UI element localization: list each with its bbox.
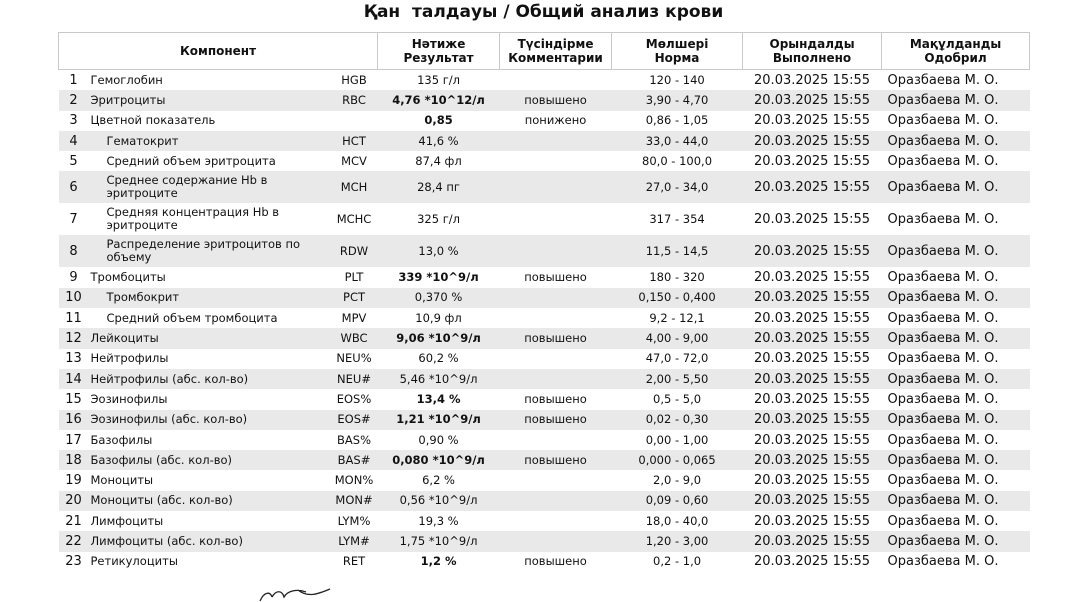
norm-range: 27,0 - 34,0: [612, 171, 743, 203]
result-value: 60,2 %: [418, 351, 459, 366]
row-number: 19: [65, 473, 82, 489]
row-number: 12: [59, 328, 89, 348]
result-value: 9,06 *10^9/л: [378, 328, 500, 348]
component-code: RDW: [331, 235, 378, 267]
header-comment-line1: Түсіндірме: [517, 37, 594, 51]
row-number: 22: [59, 531, 89, 551]
component-name: Лейкоциты: [89, 328, 331, 348]
row-number: 2: [59, 90, 89, 110]
table-row: [59, 369, 1030, 389]
done-datetime: 20.03.2025 15:55: [743, 171, 882, 203]
approver-name: Оразбаева М. О.: [887, 513, 999, 529]
result-value: 87,4 фл: [415, 153, 462, 168]
done-datetime: 20.03.2025 15:55: [743, 328, 882, 348]
component-code: MCH: [331, 171, 378, 203]
row-number: 5: [69, 153, 78, 169]
norm-range: 0,2 - 1,0: [653, 554, 702, 569]
header-done-line2: Выполнено: [772, 51, 852, 65]
approver-name: Оразбаева М. О.: [887, 473, 999, 489]
table-row: [59, 552, 1030, 572]
component-name: Цветной показатель: [90, 113, 216, 128]
norm-range: 0,02 - 0,30: [612, 410, 743, 430]
approver-name: Оразбаева М. О.: [882, 450, 1030, 470]
table-row: [59, 308, 1030, 328]
norm-range: 0,09 - 0,60: [612, 491, 743, 511]
component-name: Нейтрофилы: [90, 351, 169, 366]
result-value: 4,76 *10^12/л: [378, 90, 500, 110]
done-datetime: 20.03.2025 15:55: [754, 351, 871, 367]
header-result: [378, 33, 500, 70]
table-row: [59, 410, 1030, 430]
row-number: 11: [65, 310, 82, 326]
norm-range: 2,0 - 9,0: [653, 473, 702, 488]
results-table: [58, 32, 1030, 572]
component-name: Эозинофилы: [90, 391, 168, 406]
component-code: MPV: [341, 310, 367, 325]
component-code: MCHC: [336, 211, 372, 226]
comment-value: повышено: [500, 90, 612, 110]
component-name: Распределение эритроцитов по объему: [89, 235, 331, 267]
done-datetime: 20.03.2025 15:55: [754, 153, 871, 169]
table-row: [59, 171, 1030, 203]
component-code: MCV: [341, 153, 367, 168]
header-comment-line2: Комментарии: [508, 51, 603, 65]
comment-value: повышено: [500, 450, 612, 470]
header-norm: [612, 33, 743, 70]
table-row: [59, 328, 1030, 348]
done-datetime: 20.03.2025 15:55: [754, 72, 871, 88]
component-name: Лимфоциты: [90, 513, 164, 528]
component-code: RBC: [331, 90, 378, 110]
component-name: Средний объем тромбоцита: [106, 310, 278, 325]
comment-value: [500, 151, 612, 171]
component-name: Гемоглобин: [90, 72, 163, 87]
component-code: PCT: [331, 288, 378, 308]
result-value: 6,2 %: [422, 473, 455, 488]
done-datetime: 20.03.2025 15:55: [743, 235, 882, 267]
row-number: 1: [69, 72, 78, 88]
norm-range: 180 - 320: [649, 270, 705, 285]
norm-range: 18,0 - 40,0: [645, 513, 709, 528]
component-code: HCT: [331, 131, 378, 151]
component-code: BAS#: [331, 450, 378, 470]
done-datetime: 20.03.2025 15:55: [754, 473, 871, 489]
result-value: 325 г/л: [417, 211, 460, 226]
component-name: Нейтрофилы (абс. кол-во): [89, 369, 331, 389]
result-value: 5,46 *10^9/л: [378, 369, 500, 389]
result-value: 28,4 пг: [378, 171, 500, 203]
header-result-line2: Результат: [403, 51, 474, 65]
component-name: Базофилы: [90, 432, 153, 447]
done-datetime: 20.03.2025 15:55: [743, 90, 882, 110]
component-code: [331, 111, 378, 131]
table-row: [59, 111, 1030, 131]
approver-name: Оразбаева М. О.: [882, 288, 1030, 308]
component-code: PLT: [344, 270, 364, 285]
comment-value: повышено: [500, 328, 612, 348]
component-code: WBC: [331, 328, 378, 348]
result-value: 19,3 %: [418, 513, 459, 528]
row-number: 23: [65, 554, 82, 570]
norm-range: 4,00 - 9,00: [612, 328, 743, 348]
header-done-line1: Орындалды: [769, 37, 855, 51]
table-row: [59, 267, 1030, 287]
header-approved-line2: Одобрил: [924, 51, 987, 65]
norm-range: 11,5 - 14,5: [612, 235, 743, 267]
approver-name: Оразбаева М. О.: [887, 310, 999, 326]
row-number: 4: [59, 131, 89, 151]
header-done: [743, 33, 882, 70]
table-row: [59, 151, 1030, 171]
component-name: Среднее содержание Hb в эритроците: [89, 171, 331, 203]
component-code: RET: [342, 554, 366, 569]
done-datetime: 20.03.2025 15:55: [743, 288, 882, 308]
result-value: 339 *10^9/л: [398, 270, 479, 285]
table-row: [59, 430, 1030, 450]
norm-range: 0,5 - 5,0: [653, 391, 702, 406]
comment-value: [500, 203, 612, 235]
comment-value: повышено: [524, 391, 587, 406]
table-row: [59, 235, 1030, 267]
component-code: NEU%: [336, 351, 372, 366]
header-comment: [500, 33, 612, 70]
comment-value: повышено: [524, 270, 587, 285]
row-number: 7: [69, 211, 78, 227]
table-row: [59, 131, 1030, 151]
row-number: 17: [65, 432, 82, 448]
result-value: 1,2 %: [420, 554, 457, 569]
approver-name: Оразбаева М. О.: [887, 153, 999, 169]
row-number: 20: [59, 491, 89, 511]
approver-name: Оразбаева М. О.: [882, 410, 1030, 430]
comment-value: [500, 70, 612, 91]
done-datetime: 20.03.2025 15:55: [754, 211, 871, 227]
done-datetime: 20.03.2025 15:55: [754, 432, 871, 448]
approver-name: Оразбаева М. О.: [882, 131, 1030, 151]
result-value: 13,4 %: [416, 391, 461, 406]
component-name: Лимфоциты (абс. кол-во): [89, 531, 331, 551]
norm-range: 0,86 - 1,05: [645, 113, 709, 128]
done-datetime: 20.03.2025 15:55: [743, 450, 882, 470]
component-name: Эозинофилы (абс. кол-во): [89, 410, 331, 430]
header-approved-line1: Мақұлданды: [909, 37, 1002, 51]
comment-value: [500, 308, 612, 328]
comment-value: [500, 511, 612, 531]
component-code: NEU#: [331, 369, 378, 389]
table-row: [59, 288, 1030, 308]
component-name: Ретикулоциты: [90, 554, 178, 569]
row-number: 6: [59, 171, 89, 203]
row-number: 16: [59, 410, 89, 430]
result-value: 0,080 *10^9/л: [378, 450, 500, 470]
row-number: 21: [65, 513, 82, 529]
component-name: Средний объем эритроцита: [106, 153, 276, 168]
comment-value: повышено: [524, 554, 587, 569]
approver-name: Оразбаева М. О.: [887, 391, 999, 407]
table-row: [59, 450, 1030, 470]
approver-name: Оразбаева М. О.: [887, 270, 999, 286]
component-name: Средняя концентрация Hb в эритроците: [106, 205, 280, 233]
header-norm-line1: Мөлшері: [645, 37, 709, 51]
table-row: [59, 70, 1030, 91]
approver-name: Оразбаева М. О.: [887, 211, 999, 227]
approver-name: Оразбаева М. О.: [882, 491, 1030, 511]
header-component: Компонент: [59, 33, 378, 70]
approver-name: Оразбаева М. О.: [882, 171, 1030, 203]
norm-range: 0,00 - 1,00: [645, 432, 709, 447]
component-name: Гематокрит: [89, 131, 331, 151]
component-name: Эритроциты: [89, 90, 331, 110]
component-name: Тромбоциты: [90, 270, 166, 285]
comment-value: [500, 349, 612, 369]
comment-value: [500, 131, 612, 151]
comment-value: [500, 531, 612, 551]
approver-name: Оразбаева М. О.: [887, 351, 999, 367]
norm-range: 3,90 - 4,70: [612, 90, 743, 110]
norm-range: 0,000 - 0,065: [612, 450, 743, 470]
page-title: Қан талдауы / Общий анализ крови: [363, 2, 724, 22]
norm-range: 120 - 140: [649, 72, 705, 87]
done-datetime: 20.03.2025 15:55: [743, 491, 882, 511]
done-datetime: 20.03.2025 15:55: [743, 531, 882, 551]
comment-value: [500, 470, 612, 490]
result-value: 1,75 *10^9/л: [378, 531, 500, 551]
table-row: [59, 90, 1030, 110]
component-name: Моноциты: [90, 473, 154, 488]
approver-name: Оразбаева М. О.: [887, 113, 999, 129]
result-value: 13,0 %: [378, 235, 500, 267]
comment-value: [500, 235, 612, 267]
done-datetime: 20.03.2025 15:55: [754, 270, 871, 286]
done-datetime: 20.03.2025 15:55: [754, 391, 871, 407]
approver-name: Оразбаева М. О.: [882, 328, 1030, 348]
norm-range: 80,0 - 100,0: [642, 153, 713, 168]
component-name: Моноциты (абс. кол-во): [89, 491, 331, 511]
done-datetime: 20.03.2025 15:55: [754, 513, 871, 529]
approver-name: Оразбаева М. О.: [887, 72, 999, 88]
table-row: [59, 491, 1030, 511]
component-code: BAS%: [337, 432, 371, 447]
approver-name: Оразбаева М. О.: [882, 235, 1030, 267]
done-datetime: 20.03.2025 15:55: [743, 369, 882, 389]
comment-value: [500, 288, 612, 308]
component-code: MON%: [334, 473, 374, 488]
norm-range: 317 - 354: [649, 211, 705, 226]
header-row: [59, 33, 1030, 70]
comment-value: [500, 491, 612, 511]
component-code: EOS%: [336, 391, 372, 406]
row-number: 15: [65, 391, 82, 407]
row-number: 14: [59, 369, 89, 389]
header-approved: [882, 33, 1030, 70]
comment-value: [500, 430, 612, 450]
norm-range: 9,2 - 12,1: [649, 310, 705, 325]
row-number: 18: [59, 450, 89, 470]
result-value: 10,9 фл: [415, 310, 462, 325]
comment-value: повышено: [500, 410, 612, 430]
approver-name: Оразбаева М. О.: [882, 90, 1030, 110]
row-number: 3: [69, 113, 78, 129]
row-number: 10: [59, 288, 89, 308]
component-name: Тромбокрит: [89, 288, 331, 308]
component-code: LYM#: [331, 531, 378, 551]
done-datetime: 20.03.2025 15:55: [754, 113, 871, 129]
table-row: [59, 531, 1030, 551]
table-row: [59, 470, 1030, 490]
component-name: Базофилы (абс. кол-во): [89, 450, 331, 470]
comment-value: понижено: [524, 113, 587, 128]
result-value: 0,90 %: [418, 432, 459, 447]
table-row: [59, 349, 1030, 369]
norm-range: 0,150 - 0,400: [612, 288, 743, 308]
row-number: 13: [65, 351, 82, 367]
component-code: MON#: [331, 491, 378, 511]
approver-name: Оразбаева М. О.: [887, 554, 999, 570]
component-code: EOS#: [331, 410, 378, 430]
result-value: 41,6 %: [378, 131, 500, 151]
done-datetime: 20.03.2025 15:55: [754, 554, 871, 570]
result-value: 1,21 *10^9/л: [378, 410, 500, 430]
approver-name: Оразбаева М. О.: [882, 369, 1030, 389]
component-code: LYM%: [337, 513, 371, 528]
row-number: 8: [59, 235, 89, 267]
norm-range: 33,0 - 44,0: [612, 131, 743, 151]
header-norm-line2: Норма: [654, 51, 700, 65]
norm-range: 47,0 - 72,0: [645, 351, 709, 366]
done-datetime: 20.03.2025 15:55: [743, 131, 882, 151]
row-number: 9: [69, 270, 78, 286]
result-value: 0,370 %: [378, 288, 500, 308]
table-row: [59, 203, 1030, 235]
norm-range: 2,00 - 5,50: [612, 369, 743, 389]
result-value: 0,85: [424, 113, 453, 128]
comment-value: [500, 171, 612, 203]
done-datetime: 20.03.2025 15:55: [743, 410, 882, 430]
comment-value: [500, 369, 612, 389]
done-datetime: 20.03.2025 15:55: [754, 310, 871, 326]
result-value: 135 г/л: [417, 72, 460, 87]
result-value: 0,56 *10^9/л: [378, 491, 500, 511]
norm-range: 1,20 - 3,00: [612, 531, 743, 551]
table-row: [59, 389, 1030, 409]
approver-name: Оразбаева М. О.: [882, 531, 1030, 551]
component-code: HGB: [341, 72, 367, 87]
approver-name: Оразбаева М. О.: [887, 432, 999, 448]
header-result-line1: Нәтиже: [411, 37, 466, 51]
table-row: [59, 511, 1030, 531]
